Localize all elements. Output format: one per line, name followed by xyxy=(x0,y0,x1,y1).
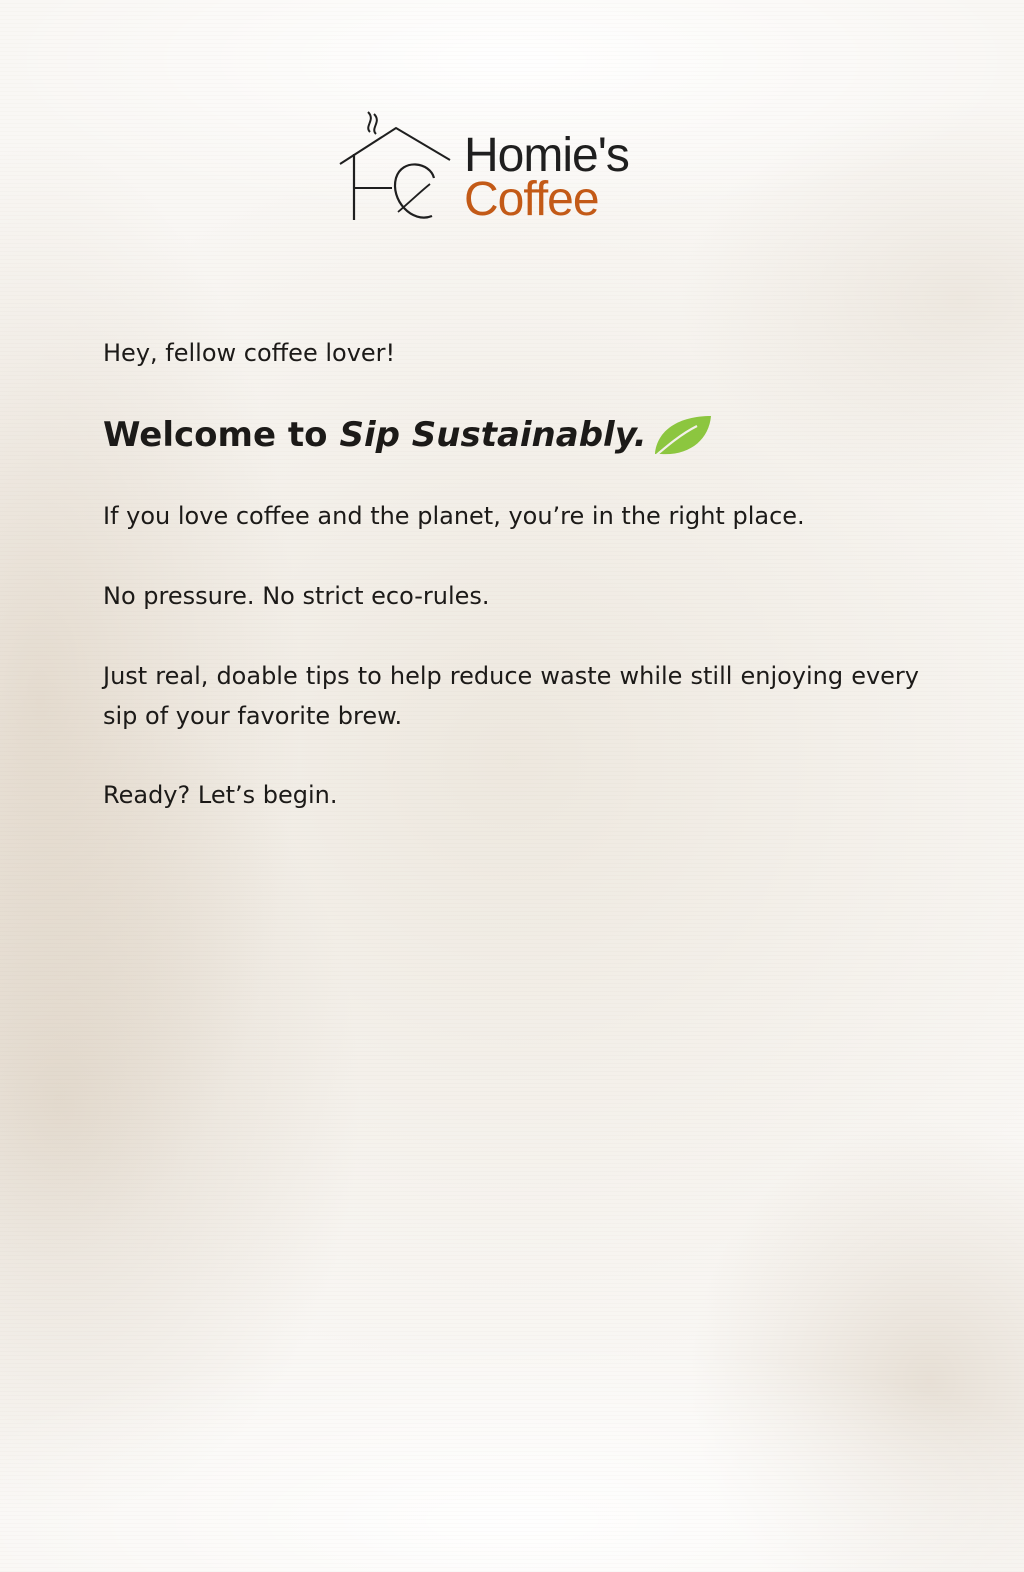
leaf-icon xyxy=(649,410,713,460)
title-italic: Sip Sustainably. xyxy=(339,415,647,455)
brand-logo xyxy=(338,108,688,228)
brand-name-line2: Coffee xyxy=(464,173,599,226)
house-coffee-logo-icon xyxy=(338,108,458,228)
brand-name-line1: Homie's xyxy=(464,129,629,182)
greeting-text: Hey, fellow coffee lover! xyxy=(103,339,396,367)
intro-content xyxy=(103,336,919,815)
paragraph-2: No pressure. No strict eco-rules. xyxy=(103,582,490,610)
title-prefix: Welcome to xyxy=(103,415,328,455)
paragraph-4: Ready? Let’s begin. xyxy=(103,781,338,809)
paragraph-3: Just real, doable tips to help reduce waste while still enjoying every sip of your favorite brew. xyxy=(103,662,919,730)
page-title xyxy=(103,410,919,460)
paragraph-1: If you love coffee and the planet, you’re in the right place. xyxy=(103,502,805,530)
